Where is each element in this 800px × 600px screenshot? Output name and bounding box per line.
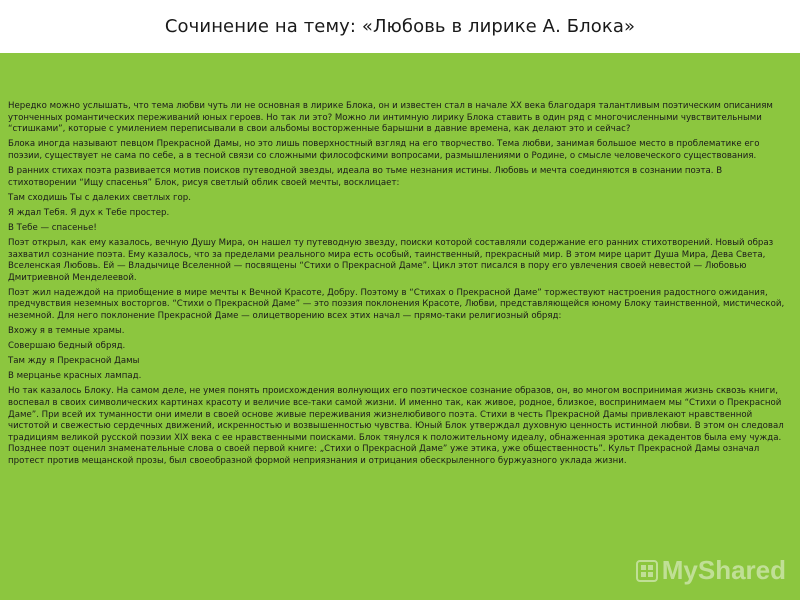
verse-line-6: Там жду я Прекрасной Дамы [8, 356, 140, 367]
watermark [636, 555, 786, 586]
paragraph-1: Нередко можно услышать, что тема любви чуть ли не основная в лирике Блока, он и известен стал в начале XX века благодаря талантливым поэтическим описаниям утонченных романтических переживаний юных героев. Но так ли это? Можно ли интимную лирику Блока ставить в один ряд с многочисленными чувствительными “стишками”, которые с умилением переписывали в свои альбомы восторженные барышни в давние времена, как делают это и сейчас? [8, 101, 773, 135]
paragraph-5: Поэт жил надеждой на приобщение в мире мечты к Вечной Красоте, Добру. Поэтому в “Стихах о Прекрасной Даме” торжествуют настроения радостного ожидания, предчувствия неземных восторгов. “Стихи о Прекрасной Даме” — это поэзия поклонения Красоте, Любви, представляющейся юному Блоку таинственной, мистической, неземной. Для него поклонение Прекрасной Даме — олицетворению всех этих начал — прямо-таки религиозный обряд: [8, 287, 785, 321]
verse-line-2: Я ждал Тебя. Я дух к Тебе простер. [8, 207, 170, 218]
verse-line-7: В мерцанье красных лампад. [8, 371, 142, 382]
essay-body [0, 53, 800, 600]
paragraph-2: Блока иногда называют певцом Прекрасной Дамы, но это лишь поверхностный взгляд на его творчество. Тема любви, занимая большое место в проблематике его поэзии, существует не сама по себе, а в тесной связи со сложными философскими вопросами, размышлениями о Родине, о смысле человеческого существования. [8, 139, 760, 161]
paragraph-6: Но так казалось Блоку. На самом деле, не умея понять происхождения волнующих его поэтическое сознание образов, он, во многом воспринимая жизнь сквозь книги, воспевал в своих символических картинах красоту и величие все-таки самой жизни. И именно так, как живое, родное, близкое, воспринимаем мы “Стихи о Прекрасной Даме”. При всей их туманности они имели в своей основе живые переживания жизнелюбивого поэта. Стихи в честь Прекрасной Дамы привлекают нравственной чистотой и свежестью сердечных движений, искренностью и возвышенностью чувства. Юный Блок утверждал духовную ценность истинной любви. В этом он следовал традициям великой русской поэзии XIX века с ее нравственными поисками. Блок тянулся к положительному идеалу, обнаженная эротика декадентов была ему чужда. Позднее поэт оценил знаменательные слова о своей первой книге: „Стихи о Прекрасной Даме” уже этика, уже общественность”. Культ Прекрасной Дамы означал протест против мещанской прозы, был своеобразной формой неприязнания и отрицания обескрыленного буржуазного уклада жизни. [8, 386, 784, 467]
paragraph-4: Поэт открыл, как ему казалось, вечную Душу Мира, он нашел ту путеводную звезду, поиски которой составляли содержание его ранних стихотворений. Новый образ захватил сознание поэта. Ему казалось, что за пределами реального мира есть особый, таинственный, прекрасный мир. В этом мире царит Душа Мира, Дева Света, Вселенская Любовь. Ей — Владычице Вселенной — посвящены “Стихи о Прекрасной Даме”. Цикл этот писался в пору его увлечения своей невестой — Любовью Дмитриевной Менделеевой. [8, 237, 774, 283]
verse-line-1: Там сходишь Ты с далеких светлых гор. [8, 192, 191, 203]
watermark-text: MyShared [661, 555, 786, 585]
paragraph-3: В ранних стихах поэта развивается мотив поисков путеводной звезды, идеала во тьме незнания истины. Любовь и мечта соединяются в сознании поэта. В стихотворении “Ищу спасенья” Блок, рисуя светлый облик своей мечты, восклицает: [8, 165, 723, 188]
verse-line-4: Вхожу я в темные храмы. [8, 326, 125, 337]
header-bar [0, 0, 800, 53]
verse-line-5: Совершаю бедный обряд. [8, 341, 126, 352]
watermark-logo-icon [636, 560, 658, 582]
page-title: Сочинение на тему: «Любовь в лирике А. Блока» [164, 16, 636, 37]
verse-line-3: В Тебе — спасенье! [8, 222, 97, 233]
